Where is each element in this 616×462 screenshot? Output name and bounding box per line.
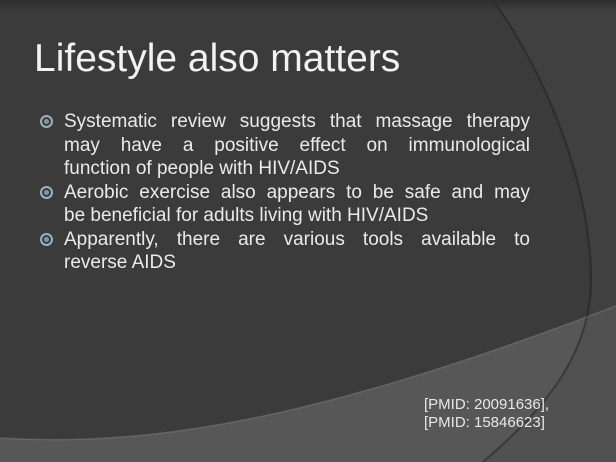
ring-dot-bullet-icon — [40, 233, 53, 246]
list-item — [40, 181, 530, 228]
list-item — [40, 228, 530, 275]
slide-title: Lifestyle also matters — [34, 37, 401, 80]
bullet-text-line: Apparently, there are various tools available to — [64, 228, 530, 250]
bullet-text-line: may have a positive effect on immunological — [64, 134, 530, 156]
bullet-dot — [44, 237, 49, 242]
bullet-dot — [44, 119, 49, 124]
list-item — [40, 110, 530, 181]
bullet-list — [40, 110, 530, 275]
ring-dot-bullet-icon — [40, 186, 53, 199]
bullet-text-line: reverse AIDS — [64, 252, 176, 273]
citation-line: [PMID: 15846623] — [424, 413, 545, 431]
bullet-text-line: Aerobic exercise also appears to be safe and may — [64, 181, 530, 203]
citation-pmid-block — [424, 396, 549, 431]
bullet-text-line: Systematic review suggests that massage therapy — [64, 111, 530, 132]
bullet-dot — [44, 190, 49, 195]
ring-dot-bullet-icon — [40, 115, 53, 128]
bullet-text-line: function of people with HIV/AIDS — [64, 158, 340, 179]
bullet-text-line: be beneficial for adults living with HIV/AIDS — [64, 205, 429, 226]
citation-line: [PMID: 20091636], — [424, 396, 550, 413]
